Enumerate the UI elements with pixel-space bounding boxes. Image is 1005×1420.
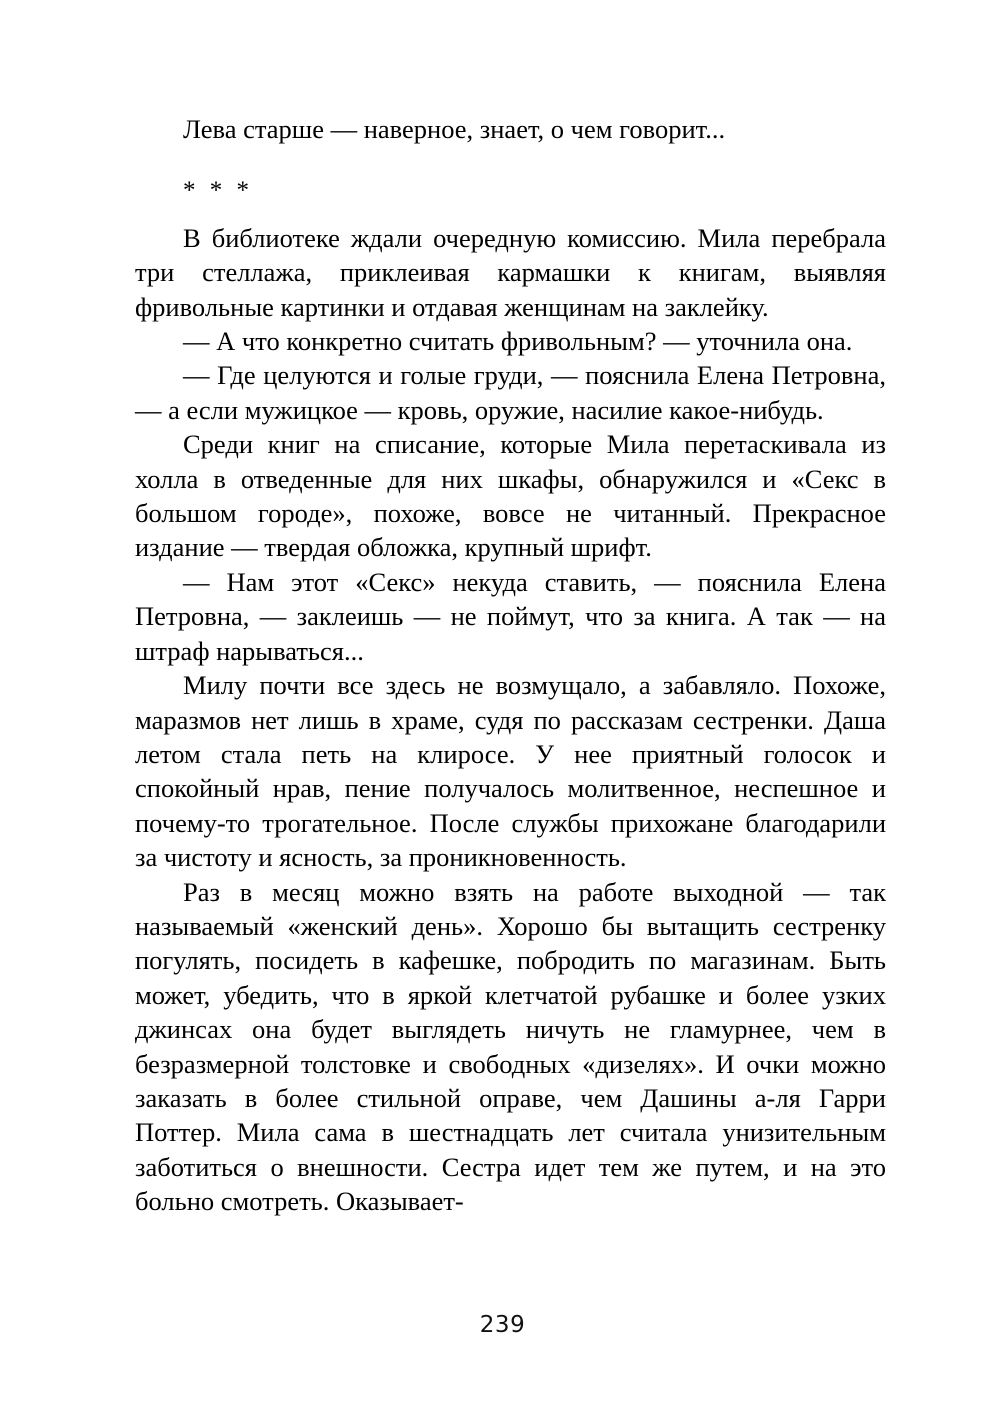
paragraph-3: — Где целуются и голые груди, — пояснила Елена Петровна, — а если мужицкое — кровь, оружие, насилие какое-нибудь. [135, 360, 886, 425]
page-text-block [135, 112, 886, 1219]
paragraph-1: В библиотеке ждали очередную комиссию. Мила перебрала три стеллажа, приклеивая кармашки к книгам, выявляя фривольные картинки и отдавая женщинам на заклейку. [135, 222, 886, 322]
carryover-line: Лева старше — наверное, знает, о чем говорит... [183, 114, 726, 144]
page-number: 239 [479, 1312, 526, 1338]
paragraph-4: Среди книг на списание, которые Мила перетаскивала из холла в отведенные для них шкафы, обнаружился и «Секс в большом городе», похоже, вовсе не читанный. Прекрасное издание — твердая обложка, крупный шрифт. [135, 429, 886, 563]
paragraph-7: Раз в месяц можно взять на работе выходной — так называемый «женский день». Хорошо бы вытащить сестренку погулять, посидеть в кафешке, побродить по магазинам. Быть может, убедить, что в яркой клетчатой рубашке и более узких джинсах она будет выглядеть ничуть не гламурнее, чем в безразмерной толстовке и свободных «дизелях». И очки можно заказать в более стильной оправе, чем Дашины а-ля Гарри Поттер. Мила сама в шестнадцать лет считала унизительным заботиться о внешности. Сестра идет тем же путем, и на это больно смотреть. Оказывает- [135, 876, 886, 1217]
scene-break-separator: * * * [183, 177, 253, 205]
paragraph-6: Милу почти все здесь не возмущало, а забавляло. Похоже, маразмов нет лишь в храме, судя по рассказам сестренки. Даша летом стала петь на клиросе. У нее приятный голосок и спокойный нрав, пение получалось молитвенное, неспешное и почему-то трогательное. После службы прихожане благодарили за чистоту и ясность, за проникновенность. [135, 670, 886, 873]
paragraph-5: — Нам этот «Секс» некуда ставить, — пояснила Елена Петровна, — заклеишь — не поймут, что за книга. А так — на штраф нарываться... [135, 566, 886, 666]
paragraph-2: — А что конкретно считать фривольным? — уточнила она. [183, 326, 853, 357]
